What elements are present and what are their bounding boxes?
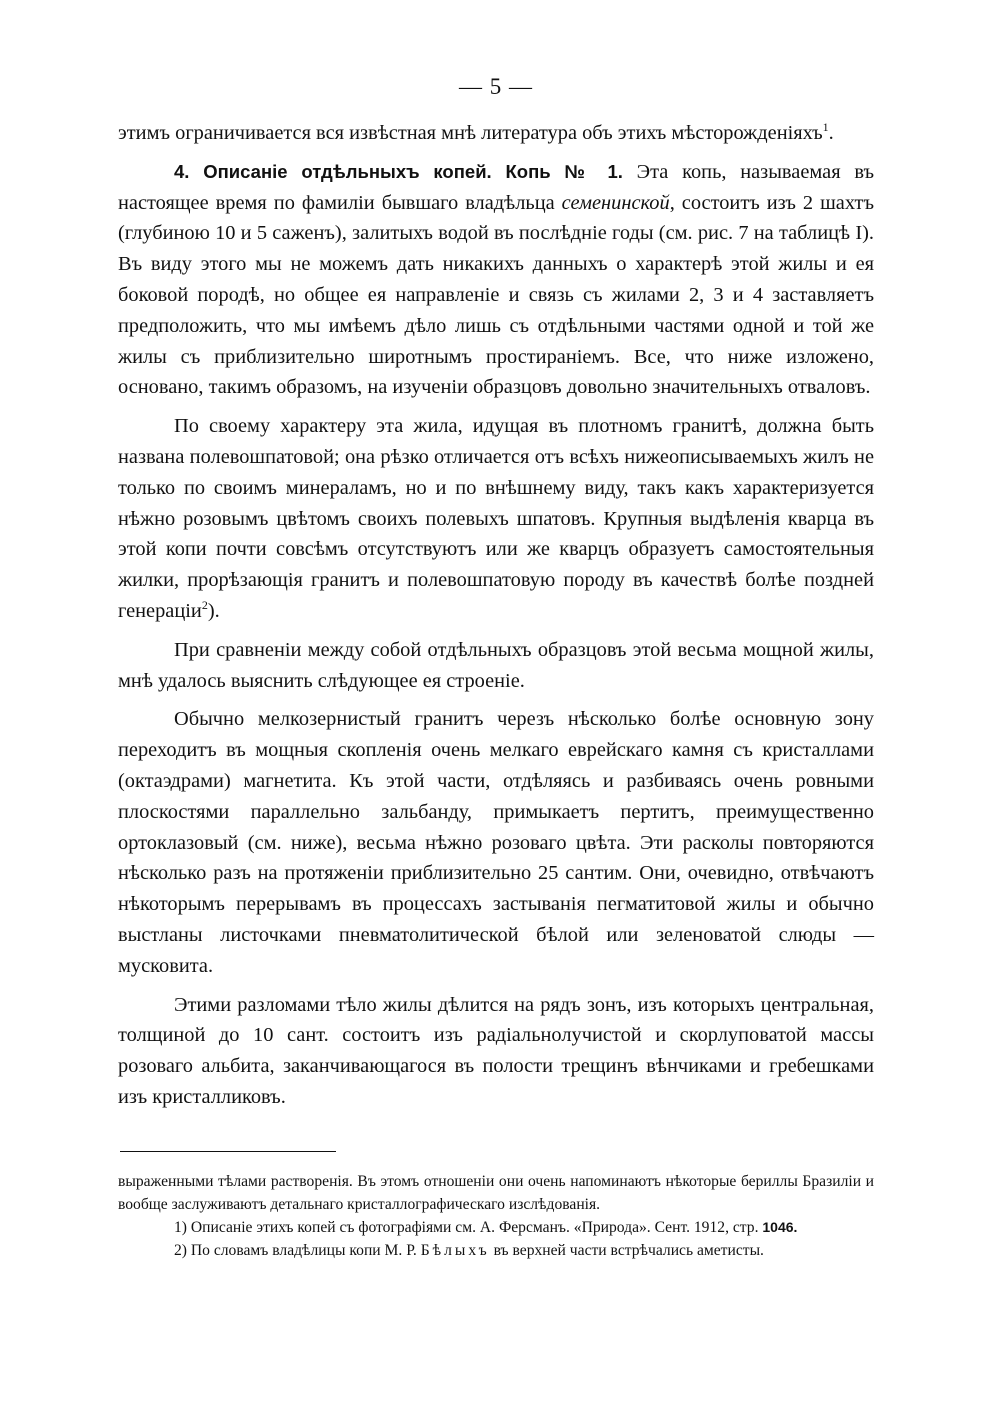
footnote-1-page: 1046. [762,1218,798,1235]
document-page [118,74,874,1262]
paragraph-comparison: При сравненіи между собой отдѣльныхъ образцовъ этой весьма мощной жилы, мнѣ удалось выяснить слѣдующее ея строеніе. [118,638,874,692]
paragraph-tail: ). [207,599,220,622]
body-text [118,118,874,1113]
paragraph-text: По своему характеру эта жила, идущая въ плотномъ гранитѣ, должна быть названа полевошпатовой; она рѣзко отличается отъ всѣхъ нижеописываемыхъ жилъ не только по своимъ минераламъ, но и по внѣшнему виду, такъ какъ характеризуется нѣжно розовымъ цвѣтомъ своихъ полевыхъ шпатовъ. Крупныя выдѣленія кварца въ этой копи почти совсѣмъ отсутствуютъ или же кварцъ образуетъ самостоятельныя жилки, прорѣзающія гранитъ и полевошпатовую породу въ качествѣ болѣе поздней генераціи [118,415,874,622]
footnote-ref-1[interactable]: 1 [822,120,829,135]
paragraph-text: этимъ ограничивается вся извѣстная мнѣ литература объ этихъ мѣсторожденіяхъ [118,122,823,144]
italic-name: семенинской [561,191,670,214]
footnote-continuation: выраженными тѣлами растворенія. Въ этомъ отношеніи они очень напоминаютъ нѣкоторые бериллы Бразиліи и вообще заслуживаютъ детальнаго кристаллографическаго изслѣдованія. [118,1172,874,1213]
footnote-2: 2) По словамъ владѣлицы копи М. Р. Бѣлыхъ въ верхней части встрѣчались аметисты. [174,1241,764,1259]
paragraph-character [118,411,874,627]
paragraph-text: Эта копь, называемая въ настоящее время по фамиліи бывшаго владѣльца [118,160,874,214]
footnote-ref-2[interactable]: 2 [201,598,208,613]
page-number: — 5 — [459,74,533,99]
footnote-2-name: Бѣлыхъ [420,1241,490,1259]
footnotes [118,1170,874,1262]
section-heading: 4. Описаніе отдѣльныхъ копей. Копь № 1. [174,160,623,182]
paragraph-continuation [118,118,874,149]
paragraph-text: , состоитъ изъ 2 шахтъ (глубиною 10 и 5 саженъ), залитыхъ водой въ послѣдніе годы (см. рис. 7 на таблицѣ I). Въ виду этого мы не можемъ дать никакихъ данныхъ о характерѣ этой жилы и ея боковой породѣ, но общее ея направленіе и связь съ жилами 2, 3 и 4 заставляетъ предположить, что мы имѣемъ дѣло лишь съ отдѣльными частями одной и той же жилы съ приблизительно широтнымъ простираніемъ. Все, что ниже изложено, основано, такимъ образомъ, на изученіи образцовъ довольно значительныхъ отваловъ. [118,191,875,399]
paragraph-structure: Обычно мелкозернистый гранитъ черезъ нѣсколько болѣе основную зону переходитъ въ мощныя скопленія очень мелкаго еврейскаго камня съ кристаллами (октаэдрами) магнетита. Къ этой части, отдѣляясь и разбиваясь очень ровными плоскостями параллельно зальбанду, примыкаетъ пертитъ, преимущественно ортоклазовый (см. ниже), весьма нѣжно розоваго цвѣта. Эти расколы повторяются нѣсколько разъ на протяженіи приблизительно 25 сантим. Они, очевидно, отвѣчаютъ нѣкоторымъ перерывамъ въ процессахъ застыванія пегматитовой жилы и обычно выстланы листочками пневматолитической бѣлой или зеленоватой слюды — мусковита. [118,708,874,977]
footnote-1: 1) Описаніе этихъ копей съ фотографіями см. А. Ферсманъ. «Природа». Сент. 1912, стр. 1046. [174,1218,798,1236]
paragraph-kop-1 [118,157,874,403]
paragraph-tail: . [828,122,834,144]
paragraph-zones: Этими разломами тѣло жилы дѣлится на рядъ зонъ, изъ которыхъ центральная, толщиной до 10 сант. состоитъ изъ радіальнолучистой и скорлуповатой массы розоваго альбита, заканчивающагося въ полости трещинъ вѣнчиками и гребешками изъ кристалликовъ. [118,993,874,1108]
footnote-divider [120,1151,336,1152]
